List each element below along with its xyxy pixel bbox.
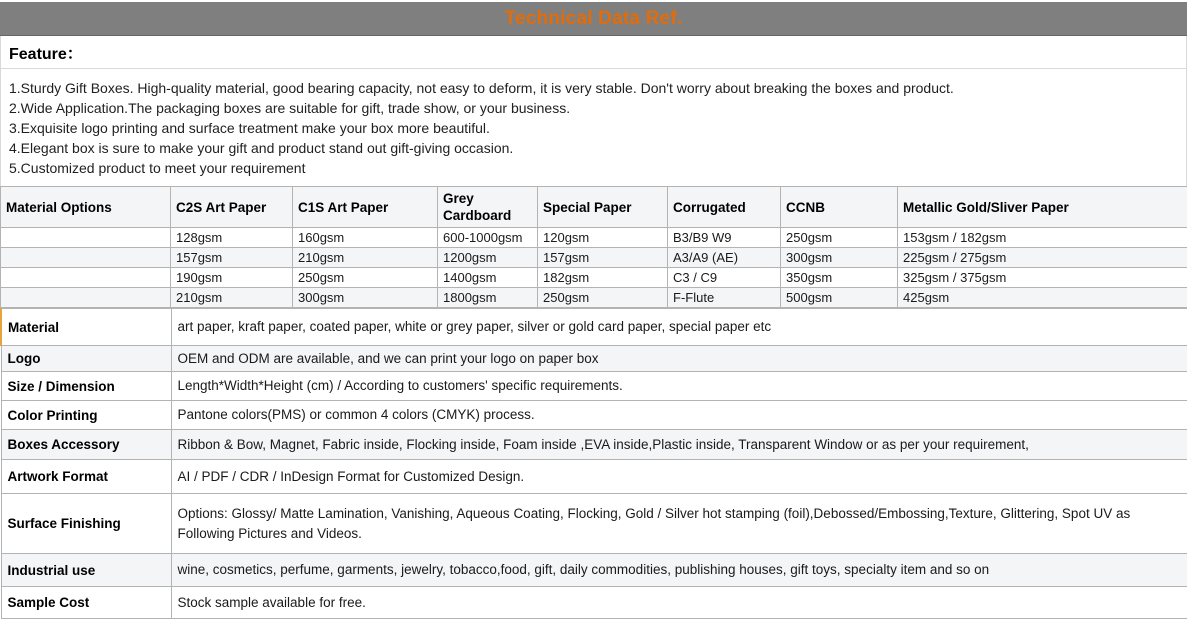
table-cell xyxy=(1,288,171,308)
feature-item-3: 3.Exquisite logo printing and surface treatment make your box more beautiful. xyxy=(9,118,1178,138)
specs-table xyxy=(0,308,1187,619)
table-cell: 160gsm xyxy=(293,228,438,248)
table-cell: F-Flute xyxy=(668,288,781,308)
spec-row-color-printing xyxy=(1,401,1187,430)
materials-table xyxy=(0,186,1187,308)
spec-value: Length*Width*Height (cm) / According to customers' specific requirements. xyxy=(171,372,1187,401)
table-cell: 153gsm / 182gsm xyxy=(898,228,1187,248)
table-cell: B3/B9 W9 xyxy=(668,228,781,248)
table-cell: 250gsm xyxy=(781,228,898,248)
feature-item-2: 2.Wide Application.The packaging boxes are suitable for gift, trade show, or your business. xyxy=(9,98,1178,118)
feature-list xyxy=(1,69,1186,186)
spec-row-size-dimension xyxy=(1,372,1187,401)
spec-row-logo xyxy=(1,346,1187,372)
table-cell: 300gsm xyxy=(293,288,438,308)
page-title: Technical Data Ref. xyxy=(505,8,683,29)
feature-item-4: 4.Elegant box is sure to make your gift and product stand out gift-giving occasion. xyxy=(9,138,1178,158)
spec-row-sample-cost xyxy=(1,587,1187,619)
spec-value: Pantone colors(PMS) or common 4 colors (CMYK) process. xyxy=(171,401,1187,430)
table-cell: 225gsm / 275gsm xyxy=(898,248,1187,268)
spec-row-material xyxy=(1,309,1187,346)
title-bar xyxy=(0,2,1187,36)
materials-row-4 xyxy=(1,288,1187,308)
spec-value: Stock sample available for free. xyxy=(171,587,1187,619)
col-header-c2s-art-paper: C2S Art Paper xyxy=(171,187,293,228)
col-header-corrugated: Corrugated xyxy=(668,187,781,228)
table-cell xyxy=(1,248,171,268)
spec-value: Options: Glossy/ Matte Lamination, Vanishing, Aqueous Coating, Flocking, Gold / Silver hot stamping (foil),Debossed/Embossing,Texture, Glittering, Spot UV as Following Pictures and Videos. xyxy=(171,494,1187,554)
feature-heading: Feature： xyxy=(1,36,1186,69)
spec-label: Artwork Format xyxy=(1,460,171,494)
spec-value: AI / PDF / CDR / InDesign Format for Customized Design. xyxy=(171,460,1187,494)
table-cell: C3 / C9 xyxy=(668,268,781,288)
col-header-metallic-paper: Metallic Gold/Sliver Paper xyxy=(898,187,1187,228)
spec-row-industrial-use xyxy=(1,554,1187,587)
spec-label: Boxes Accessory xyxy=(1,430,171,460)
materials-row-1 xyxy=(1,228,1187,248)
col-header-special-paper: Special Paper xyxy=(538,187,668,228)
materials-row-2 xyxy=(1,248,1187,268)
table-cell: A3/A9 (AE) xyxy=(668,248,781,268)
table-cell: 157gsm xyxy=(538,248,668,268)
page xyxy=(0,2,1187,619)
table-cell xyxy=(1,228,171,248)
materials-header-row xyxy=(1,187,1187,228)
table-cell: 1200gsm xyxy=(438,248,538,268)
spec-label: Logo xyxy=(1,346,171,372)
table-cell: 250gsm xyxy=(293,268,438,288)
spec-row-surface-finishing xyxy=(1,494,1187,554)
table-cell: 425gsm xyxy=(898,288,1187,308)
table-cell: 210gsm xyxy=(293,248,438,268)
table-cell: 1800gsm xyxy=(438,288,538,308)
table-cell: 250gsm xyxy=(538,288,668,308)
col-header-material-options: Material Options xyxy=(1,187,171,228)
spec-label: Material xyxy=(1,309,171,346)
col-header-ccnb: CCNB xyxy=(781,187,898,228)
col-header-c1s-art-paper: C1S Art Paper xyxy=(293,187,438,228)
table-cell xyxy=(1,268,171,288)
table-cell: 210gsm xyxy=(171,288,293,308)
table-cell: 120gsm xyxy=(538,228,668,248)
spec-label: Color Printing xyxy=(1,401,171,430)
spec-label: Sample Cost xyxy=(1,587,171,619)
spec-value: art paper, kraft paper, coated paper, white or grey paper, silver or gold card paper, special paper etc xyxy=(171,309,1187,346)
spec-value: OEM and ODM are available, and we can print your logo on paper box xyxy=(171,346,1187,372)
table-cell: 128gsm xyxy=(171,228,293,248)
table-cell: 325gsm / 375gsm xyxy=(898,268,1187,288)
feature-section xyxy=(0,36,1187,186)
spec-value: wine, cosmetics, perfume, garments, jewelry, tobacco,food, gift, daily commodities, publishing houses, gift toys, specialty item and so on xyxy=(171,554,1187,587)
feature-item-5: 5.Customized product to meet your requirement xyxy=(9,158,1178,178)
spec-label: Industrial use xyxy=(1,554,171,587)
col-header-grey-cardboard: Grey Cardboard xyxy=(438,187,538,228)
spec-label: Surface Finishing xyxy=(1,494,171,554)
table-cell: 600-1000gsm xyxy=(438,228,538,248)
table-cell: 500gsm xyxy=(781,288,898,308)
table-cell: 300gsm xyxy=(781,248,898,268)
table-cell: 157gsm xyxy=(171,248,293,268)
spec-row-artwork-format xyxy=(1,460,1187,494)
materials-row-3 xyxy=(1,268,1187,288)
spec-row-boxes-accessory xyxy=(1,430,1187,460)
table-cell: 182gsm xyxy=(538,268,668,288)
table-cell: 350gsm xyxy=(781,268,898,288)
spec-value: Ribbon & Bow, Magnet, Fabric inside, Flocking inside, Foam inside ,EVA inside,Plastic inside, Transparent Window or as per your requirement, xyxy=(171,430,1187,460)
feature-item-1: 1.Sturdy Gift Boxes. High-quality material, good bearing capacity, not easy to deform, it is very stable. Don't worry about breaking the boxes and product. xyxy=(9,78,1178,98)
spec-label: Size / Dimension xyxy=(1,372,171,401)
table-cell: 190gsm xyxy=(171,268,293,288)
table-cell: 1400gsm xyxy=(438,268,538,288)
